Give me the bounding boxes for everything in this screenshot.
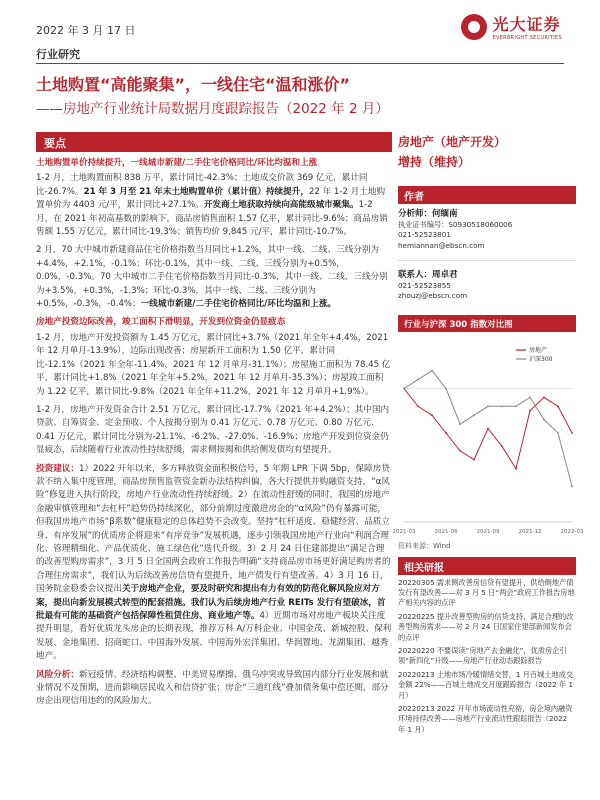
related-report[interactable]: 20220213 土地市场冷暖情绪交替，1 月百城土地成交金额 22%——百城土地成交月度跟踪报告（2022 年 1 月）: [398, 669, 574, 700]
related-report[interactable]: 20220213 2022 开年市场流动性充裕，房企境内融资环境持续改善——房地产行业流动性跟踪报告（2022 年 1 月）: [398, 703, 573, 734]
chart-point: [501, 445, 503, 447]
related-report[interactable]: 20220305 需求侧改善房信贷有望提升，供给侧地产债发行有望改善——对 3 月 5 日“两会”政府工作报告房地产相关内容的点评: [398, 577, 575, 608]
chart-source: 资料来源：Wind: [398, 541, 451, 550]
related-report[interactable]: 20220225 提升改善型购房的信贷支持，满足合理的改善型购房需求——对 2 月 24 日国家住建部新闻发布会的点评: [398, 611, 574, 642]
chart-point: [571, 485, 573, 487]
chart-point: [473, 458, 475, 460]
section-heading-investment: 房地产投资边际改善，竣工面积下滑明显，开发到位资金仍显疲态: [36, 317, 286, 328]
sector-name: 房地产（地产开发）: [398, 135, 507, 149]
sidebar: [392, 132, 584, 735]
chart-x-tick-label: 2022-03: [560, 528, 584, 535]
brand-logo: [461, 12, 562, 41]
chart-point: [529, 396, 531, 398]
report-date: 2022 年 3 月 17 日: [36, 24, 136, 37]
author-1: 分析师：何缅南 执业证书编号：S0930518060006 021-52523801 hemiannan@ebscn.com: [398, 209, 513, 250]
report-title: 土地购置“高能聚集”，一线住宅“温和涨价”: [36, 75, 351, 94]
paragraph-risk: 风险分析：新冠疫情、经济结构调整、中美贸易摩擦、俄乌冲突或导致国内部分行业发展和就业情况不及预期，进而影响居民收入和信贷扩张；房企“三道红线”叠加债务集中偿还期，部分房企出现信用违约的风险加大。: [36, 669, 389, 707]
chart-point: [557, 405, 559, 407]
chart-point: [515, 405, 517, 407]
related-reports-heading: 相关研报: [398, 557, 576, 575]
logo-text: 光大证券: [492, 15, 561, 34]
paragraph-funding: 1-2 月，房地产开发资金合计 2.51 万亿元，累计同比-17.7%（2021 年+4.2%）；其中国内贷款、自筹资金、定金预收、个人按揭分别为 0.41 万亿元、0.78 万亿元、0.80 万亿元、0.41 万亿元，累计同比分别为-21.1%、-6.2%、-27.0%、-16.9%；房地产开发到位资金仍显疲态，后续随着行业流动性持续舒缓，需求侧按揭和供给侧发债均有望提升。: [36, 404, 390, 456]
author-divider: [398, 260, 576, 261]
chart-x-tick-label: 2021-06: [434, 528, 458, 535]
index-comparison-chart: [392, 338, 584, 538]
chart-point: [543, 396, 545, 398]
summary-heading: [36, 132, 392, 152]
section-heading-land: 土地购置单价持续提升，一线城市新建/二手住宅价格同比/环比均温和上涨: [36, 158, 318, 168]
summary-label: 要点: [44, 137, 66, 150]
chart-point: [501, 405, 503, 407]
chart-point: [543, 418, 545, 420]
summary-body: [36, 157, 392, 714]
chart-point: [445, 432, 447, 434]
chart-point: [431, 414, 433, 416]
chart-svg: [392, 338, 584, 538]
author-heading: 作者: [398, 186, 576, 204]
report-subtitle: ——房地产行业统计局数据月度跟踪报告（2022 年 2 月）: [36, 101, 389, 117]
chart-point: [557, 432, 559, 434]
paragraph-investment: 1-2 月，房地产开发投资额为 1.45 万亿元，累计同比+3.7%（2021 年全年+4.4%，2021 年 12 月单月-13.9%），边际出现改善；房屋新开工面积为 1.50 亿平，累计同比-12.1%（2021 年全年-11.4%，2021 年 12 月单月-31.1%）；房屋施工面积为 78.45 亿平，累计同比+1.8%（2021 年全年+5.2%，2021 年 12 月单月-35.3%）；房屋竣工面积为 1.22 亿平，累计同比-9.8%（2021 年全年+11.2%，2021 年 12 月单月+1.9%）。: [36, 332, 391, 397]
chart-point: [529, 409, 531, 411]
chart-point: [473, 414, 475, 416]
paragraph-land: 1-2 月，土地购置面积 838 万平，累计同比-42.3%；土地成交价款 369 亿元，累计同比-26.7%。21 年 3 月至 21 年末土地购置单价（累计值）持续提升，22 年 1-2 月土地购置单价为 4403 元/平，累计同比+27.1%。开发商土地获取持续向高能级城市聚集。1-2 月，在 2021 年初高基数的影响下，商品房销售面积 1.57 亿平，累计同比-9.6%；商品房销售额 1.55 万亿元，累计同比-19.3%；销售均价 9,845 元/平，累计同比-10.7%。: [36, 173, 388, 238]
chart-point: [431, 369, 433, 371]
chart-point: [445, 387, 447, 389]
chart-point: [571, 432, 573, 434]
chart-point: [459, 449, 461, 451]
chart-x-tick-label: 2021-09: [476, 528, 500, 535]
chart-point: [487, 405, 489, 407]
related-report[interactable]: 20220220 不要误读“房地产去金融化”，优质房企引领“新四化”升级——房地产行业动态跟踪报告: [398, 645, 567, 666]
logo-icon: [461, 14, 487, 40]
author-2: 联系人：周卓君 021-52523855 zhouzj@ebscn.com: [398, 270, 468, 300]
chart-heading: 行业与沪深 300 指数对比图: [398, 315, 576, 332]
chart-x-tick-label: 2021-03: [392, 528, 416, 535]
chart-legend-label: 房地产: [529, 346, 548, 354]
chart-legend-label: 沪深300: [529, 355, 553, 363]
paragraph-prices: 2 月，70 大中城市新建商品住宅价格指数当月同比+1.2%，其中一线、二线、三线分别为+4.4%，+2.1%，-0.1%；环比-0.1%，其中一线、二线、三线分别为+0.5%，0.0%，-0.3%。70 大中城市二手住宅价格指数当月同比-0.3%，其中一线、二线、三线分别为+3.5%，+0.3%，-1.3%；环比-0.3%，其中一线、二线、三线分别为+0.5%，-0.3%，-0.4%；一线城市新建/二手住宅价格同比/环比均温和上涨。: [36, 245, 388, 310]
chart-point: [515, 467, 517, 469]
chart-point: [459, 423, 461, 425]
chart-point: [403, 387, 405, 389]
header-divider: [36, 63, 564, 64]
related-reports-list: [398, 578, 576, 736]
report-type: 行业研究: [36, 48, 80, 61]
paragraph-advice: 投资建议：1）2022 开年以来，多方释放资金面积极信号，5 年期 LPR 下调 5bp，保障房贷款不纳入集中度管理，商品房预售监管资金新办法结构纠偏，各大行提供并购融资支持，“α风险”修复进入执行阶段，房地产行业流动性持续舒缓。2）在流动性舒缓的同时，我国的房地产金融审慎管理和“去杠杆”趋势仍持续深化，部分前期过度激进房企的“α风险”仍有暴露可能，但我国房地产市场“β系数”健康稳定的总体趋势不会改变。坚持“杠杆适度、稳健经营、品质立身、有序发展”的优质房企将迎来“有序竞争”发展机遇，逐步引领我国房地产行业向“利润合理化、管理精细化、产品优质化、施工绿色化”迭代升级。3）2 月 24 日住建部提出“满足合理的改善型购房需求”，3 月 5 日全国两会政府工作报告明确“支持商品房市场更好满足购房者的合理住房需求”，我们认为后续改善房信贷有望提升，地产债发行有望改善。4）3 月 16 日，国务院金稳委会议提出关于房地产企业，要及时研究和提出有力有效的防范化解风险应对方案，提出向新发展模式转型的配套措施。我们认为后续房地产行业 REITs 发行有望破冰，首批最有可能的基础资产包括保障性租赁住房、商业地产等。4）近期市场对房地产板块关注度提升明显，看好优质龙头房企的长期表现，推荐万科 A/万科企业、中国金茂、新城控股、保利发展、金地集团、招商蛇口、中国海外发展、中国海外宏洋集团、华润置地、龙湖集团、越秀地产。: [36, 463, 392, 662]
chart-point: [417, 378, 419, 380]
rating: 增持（维持）: [398, 155, 471, 169]
chart-x-tick-label: 2021-12: [518, 528, 542, 535]
chart-point: [417, 405, 419, 407]
logo-text-en: EVERBRIGHT SECURITIES: [492, 35, 562, 41]
chart-point: [487, 427, 489, 429]
